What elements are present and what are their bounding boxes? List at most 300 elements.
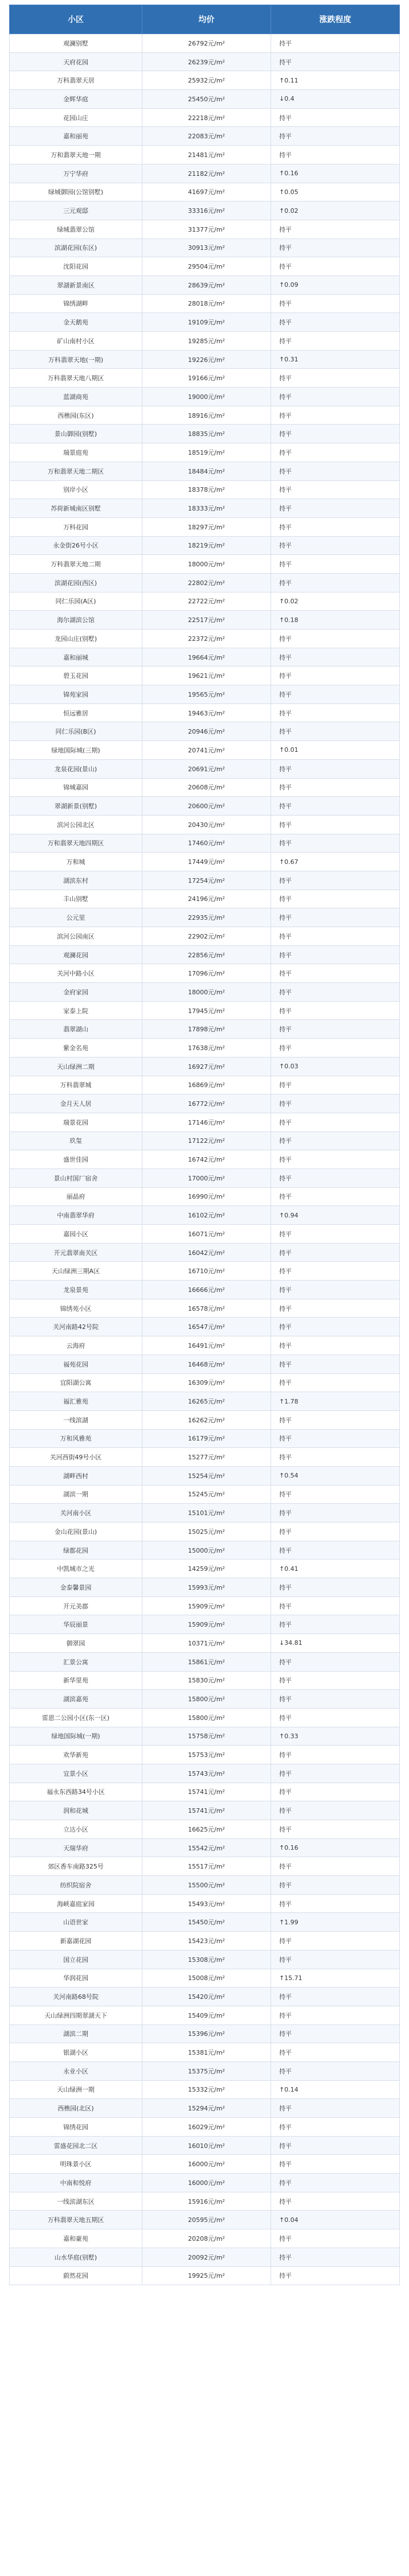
- table-row: [10, 1969, 400, 1987]
- table-row: [10, 685, 400, 704]
- community-name-cell: 福汇雅苑: [10, 1392, 142, 1411]
- avg-price-cell: 18297元/m²: [142, 517, 271, 536]
- community-name-cell: 苏荷新城南区别墅: [10, 499, 142, 518]
- avg-price-cell: 17898元/m²: [142, 1020, 271, 1039]
- table-row: [10, 983, 400, 1002]
- community-name-cell: 玖玺: [10, 1131, 142, 1150]
- avg-price-cell: 19285元/m²: [142, 332, 271, 351]
- community-name-cell: 锦绣苑小区: [10, 1299, 142, 1318]
- change-cell: 持平: [271, 238, 399, 257]
- community-name-cell: 湖滨嘉苑: [10, 1690, 142, 1709]
- change-cell: 持平: [271, 964, 399, 983]
- table-row: [10, 1708, 400, 1727]
- community-name-cell: 翡翠湖山: [10, 1020, 142, 1039]
- change-cell: 持平: [271, 462, 399, 480]
- change-cell: 持平: [271, 871, 399, 890]
- community-name-cell: 盛世佳园: [10, 1150, 142, 1169]
- table-row: [10, 2136, 400, 2155]
- community-name-cell: 国立花园: [10, 1950, 142, 1969]
- change-cell: 持平: [271, 1410, 399, 1429]
- change-cell: 持平: [271, 2266, 399, 2285]
- avg-price-cell: 15420元/m²: [142, 1987, 271, 2006]
- avg-price-cell: 16666元/m²: [142, 1281, 271, 1299]
- community-name-cell: 湖滨二期: [10, 2024, 142, 2043]
- change-cell: 持平: [271, 1950, 399, 1969]
- community-name-cell: 天府花园: [10, 52, 142, 71]
- table-row: [10, 1243, 400, 1262]
- avg-price-cell: 18484元/m²: [142, 462, 271, 480]
- community-name-cell: 万和翡翠天地一期: [10, 146, 142, 164]
- community-name-cell: 滨湖花园(东区): [10, 238, 142, 257]
- table-row: [10, 146, 400, 164]
- community-name-cell: 湖滨东村: [10, 871, 142, 890]
- change-cell: 持平: [271, 1187, 399, 1206]
- table-row: [10, 1876, 400, 1895]
- avg-price-cell: 15450元/m²: [142, 1913, 271, 1932]
- table-row: [10, 127, 400, 146]
- avg-price-cell: 15277元/m²: [142, 1448, 271, 1467]
- avg-price-cell: 18000元/m²: [142, 555, 271, 574]
- avg-price-cell: 25932元/m²: [142, 71, 271, 90]
- table-row: [10, 1318, 400, 1336]
- table-row: [10, 1113, 400, 1131]
- table-row: [10, 1783, 400, 1801]
- change-cell: 持平: [271, 1076, 399, 1094]
- change-cell: 持平: [271, 2099, 399, 2118]
- table-row: [10, 238, 400, 257]
- change-cell: 持平: [271, 1113, 399, 1131]
- avg-price-cell: 22802元/m²: [142, 573, 271, 592]
- table-row: [10, 592, 400, 611]
- avg-price-cell: 20595元/m²: [142, 2211, 271, 2229]
- community-name-cell: 恒远雅居: [10, 703, 142, 722]
- avg-price-cell: 20600元/m²: [142, 797, 271, 816]
- avg-price-cell: 33316元/m²: [142, 201, 271, 220]
- table-row: [10, 1950, 400, 1969]
- community-name-cell: 新华里苑: [10, 1671, 142, 1690]
- change-cell: 持平: [271, 1522, 399, 1541]
- community-name-cell: 同仁乐园(B区): [10, 722, 142, 741]
- community-name-cell: 同仁乐园(A区): [10, 592, 142, 611]
- avg-price-cell: 15423元/m²: [142, 1932, 271, 1950]
- table-row: [10, 629, 400, 648]
- community-name-cell: 滨河公园南区: [10, 927, 142, 946]
- avg-price-cell: 28639元/m²: [142, 275, 271, 294]
- avg-price-cell: 14259元/m²: [142, 1559, 271, 1578]
- table-row: [10, 294, 400, 313]
- table-header-row: [10, 5, 400, 34]
- change-cell: 持平: [271, 406, 399, 425]
- community-name-cell: 瑞景花园: [10, 1113, 142, 1131]
- change-cell: 持平: [271, 425, 399, 443]
- table-row: [10, 2174, 400, 2192]
- change-cell: 持平: [271, 666, 399, 685]
- community-name-cell: 景山御园(别墅): [10, 425, 142, 443]
- change-cell: 持平: [271, 146, 399, 164]
- change-cell: 持平: [271, 1764, 399, 1783]
- community-name-cell: 金山花园(景山): [10, 1522, 142, 1541]
- table-row: [10, 1225, 400, 1244]
- avg-price-cell: 15909元/m²: [142, 1615, 271, 1634]
- change-cell: 持平: [271, 52, 399, 71]
- table-row: [10, 443, 400, 462]
- community-name-cell: 金泰馨景园: [10, 1578, 142, 1597]
- community-name-cell: 万科花园: [10, 517, 142, 536]
- change-cell: 持平: [271, 722, 399, 741]
- change-cell: ↑1.99: [271, 1913, 399, 1932]
- table-row: [10, 945, 400, 964]
- community-name-cell: 万科翡翠天地五期区: [10, 2211, 142, 2229]
- community-name-cell: 万和翡翠天地二期区: [10, 462, 142, 480]
- community-name-cell: 万和城: [10, 853, 142, 871]
- change-cell: 持平: [271, 648, 399, 666]
- community-name-cell: 关河西街49号小区: [10, 1448, 142, 1467]
- community-name-cell: 万和翡翠天地四期区: [10, 834, 142, 853]
- community-name-cell: 纺织院宿舍: [10, 1876, 142, 1895]
- avg-price-cell: 15332元/m²: [142, 2080, 271, 2099]
- table-row: [10, 1485, 400, 1504]
- community-name-cell: 西樵园(北区): [10, 2099, 142, 2118]
- community-name-cell: 锦苑家园: [10, 685, 142, 704]
- avg-price-cell: 15758元/m²: [142, 1727, 271, 1746]
- avg-price-cell: 15743元/m²: [142, 1764, 271, 1783]
- table-row: [10, 1578, 400, 1597]
- community-name-cell: 御翠园: [10, 1634, 142, 1653]
- change-cell: 持平: [271, 127, 399, 146]
- table-row: [10, 517, 400, 536]
- avg-price-cell: 16265元/m²: [142, 1392, 271, 1411]
- table-row: [10, 2118, 400, 2137]
- community-name-cell: 蓝湖商苑: [10, 388, 142, 406]
- table-row: [10, 2080, 400, 2099]
- table-row: [10, 1262, 400, 1281]
- community-name-cell: 开元美郡: [10, 1596, 142, 1615]
- change-cell: 持平: [271, 517, 399, 536]
- avg-price-cell: 16491元/m²: [142, 1336, 271, 1355]
- table-row: [10, 1448, 400, 1467]
- change-cell: 持平: [271, 499, 399, 518]
- change-cell: 持平: [271, 108, 399, 127]
- table-row: [10, 164, 400, 183]
- table-row: [10, 1671, 400, 1690]
- table-row: [10, 1987, 400, 2006]
- avg-price-cell: 16071元/m²: [142, 1225, 271, 1244]
- community-name-cell: 福永东西路34号小区: [10, 1783, 142, 1801]
- price-table: [9, 5, 400, 2285]
- avg-price-cell: 16262元/m²: [142, 1410, 271, 1429]
- table-row: [10, 853, 400, 871]
- change-cell: 持平: [271, 573, 399, 592]
- avg-price-cell: 10371元/m²: [142, 1634, 271, 1653]
- change-cell: ↑1.78: [271, 1392, 399, 1411]
- table-row: [10, 2266, 400, 2285]
- community-name-cell: 万科翡翠天地(一期): [10, 350, 142, 369]
- table-row: [10, 536, 400, 555]
- community-name-cell: 别岸小区: [10, 480, 142, 499]
- community-name-cell: 开元翡翠南关区: [10, 1243, 142, 1262]
- table-row: [10, 1522, 400, 1541]
- community-name-cell: 云海府: [10, 1336, 142, 1355]
- change-cell: 持平: [271, 1578, 399, 1597]
- change-cell: 持平: [271, 1857, 399, 1876]
- change-cell: ↑0.09: [271, 275, 399, 294]
- community-name-cell: 绿都花园: [10, 1541, 142, 1559]
- avg-price-cell: 16869元/m²: [142, 1076, 271, 1094]
- avg-price-cell: 16000元/m²: [142, 2174, 271, 2192]
- avg-price-cell: 15101元/m²: [142, 1504, 271, 1522]
- change-cell: 持平: [271, 1243, 399, 1262]
- change-cell: 持平: [271, 1225, 399, 1244]
- table-row: [10, 480, 400, 499]
- table-row: [10, 1355, 400, 1373]
- change-cell: 持平: [271, 1131, 399, 1150]
- avg-price-cell: 18519元/m²: [142, 443, 271, 462]
- table-row: [10, 2211, 400, 2229]
- change-cell: 持平: [271, 2043, 399, 2062]
- avg-price-cell: 22218元/m²: [142, 108, 271, 127]
- avg-price-cell: 15008元/m²: [142, 1969, 271, 1987]
- change-cell: ↑0.03: [271, 1057, 399, 1076]
- change-cell: 持平: [271, 220, 399, 238]
- community-name-cell: 龙泉花园(景山): [10, 759, 142, 778]
- change-cell: ↑0.05: [271, 183, 399, 201]
- table-row: [10, 275, 400, 294]
- change-cell: 持平: [271, 388, 399, 406]
- avg-price-cell: 22856元/m²: [142, 945, 271, 964]
- avg-price-cell: 25450元/m²: [142, 90, 271, 109]
- change-cell: 持平: [271, 1746, 399, 1764]
- community-name-cell: 瑞景庭苑: [10, 443, 142, 462]
- avg-price-cell: 19463元/m²: [142, 703, 271, 722]
- community-name-cell: 明珠景小区: [10, 2155, 142, 2174]
- table-row: [10, 462, 400, 480]
- table-row: [10, 1894, 400, 1913]
- table-row: [10, 648, 400, 666]
- change-cell: ↓0.4: [271, 90, 399, 109]
- table-row: [10, 1131, 400, 1150]
- change-cell: 持平: [271, 332, 399, 351]
- community-name-cell: 雷恩二公园小区(东一区): [10, 1708, 142, 1727]
- table-row: [10, 1020, 400, 1039]
- table-row: [10, 388, 400, 406]
- table-row: [10, 1076, 400, 1094]
- community-name-cell: 永金街26号小区: [10, 536, 142, 555]
- table-body: [10, 34, 400, 2285]
- table-row: [10, 908, 400, 927]
- avg-price-cell: 15245元/m²: [142, 1485, 271, 1504]
- change-cell: 持平: [271, 908, 399, 927]
- community-name-cell: 三元观邸: [10, 201, 142, 220]
- community-name-cell: 锦绣湖畔: [10, 294, 142, 313]
- table-row: [10, 2061, 400, 2080]
- avg-price-cell: 16179元/m²: [142, 1429, 271, 1448]
- avg-price-cell: 17945元/m²: [142, 1001, 271, 1020]
- change-cell: 持平: [271, 1168, 399, 1187]
- change-cell: 持平: [271, 1281, 399, 1299]
- community-name-cell: 花园山庄: [10, 108, 142, 127]
- community-name-cell: 万科翡翠天居: [10, 71, 142, 90]
- change-cell: 持平: [271, 1932, 399, 1950]
- community-name-cell: 新嘉湖花园: [10, 1932, 142, 1950]
- community-name-cell: 天瑞华府: [10, 1838, 142, 1857]
- table-row: [10, 1801, 400, 1820]
- table-row: [10, 741, 400, 760]
- avg-price-cell: 16309元/m²: [142, 1373, 271, 1392]
- avg-price-cell: 17449元/m²: [142, 853, 271, 871]
- community-name-cell: 万科翡翠天地二期: [10, 555, 142, 574]
- table-row: [10, 1150, 400, 1169]
- table-row: [10, 1727, 400, 1746]
- community-name-cell: 万和风雅苑: [10, 1429, 142, 1448]
- community-name-cell: 宜景小区: [10, 1764, 142, 1783]
- community-name-cell: 中凯城市之光: [10, 1559, 142, 1578]
- change-cell: 持平: [271, 2006, 399, 2024]
- community-name-cell: 西樵园(东区): [10, 406, 142, 425]
- table-row: [10, 257, 400, 276]
- change-cell: 持平: [271, 1504, 399, 1522]
- change-cell: 持平: [271, 797, 399, 816]
- avg-price-cell: 19621元/m²: [142, 666, 271, 685]
- avg-price-cell: 16468元/m²: [142, 1355, 271, 1373]
- table-row: [10, 666, 400, 685]
- community-name-cell: 永业小区: [10, 2061, 142, 2080]
- change-cell: ↑0.33: [271, 1727, 399, 1746]
- change-cell: 持平: [271, 1020, 399, 1039]
- change-cell: 持平: [271, 2248, 399, 2266]
- avg-price-cell: 15909元/m²: [142, 1596, 271, 1615]
- table-row: [10, 1392, 400, 1411]
- avg-price-cell: 26239元/m²: [142, 52, 271, 71]
- change-cell: 持平: [271, 294, 399, 313]
- change-cell: 持平: [271, 2229, 399, 2248]
- community-name-cell: 金辉华庭: [10, 90, 142, 109]
- change-cell: 持平: [271, 1783, 399, 1801]
- avg-price-cell: 15741元/m²: [142, 1801, 271, 1820]
- avg-price-cell: 31377元/m²: [142, 220, 271, 238]
- community-name-cell: 雷盛花园北二区: [10, 2136, 142, 2155]
- table-row: [10, 1615, 400, 1634]
- community-name-cell: 观澜花园: [10, 945, 142, 964]
- change-cell: 持平: [271, 629, 399, 648]
- community-name-cell: 金月天人居: [10, 1094, 142, 1113]
- table-row: [10, 1466, 400, 1485]
- table-row: [10, 1410, 400, 1429]
- avg-price-cell: 15861元/m²: [142, 1652, 271, 1671]
- table-row: [10, 2155, 400, 2174]
- community-name-cell: 绿城御园(公馆别墅): [10, 183, 142, 201]
- change-cell: ↑0.16: [271, 164, 399, 183]
- avg-price-cell: 20741元/m²: [142, 741, 271, 760]
- table-row: [10, 1504, 400, 1522]
- avg-price-cell: 29504元/m²: [142, 257, 271, 276]
- table-row: [10, 703, 400, 722]
- avg-price-cell: 22083元/m²: [142, 127, 271, 146]
- table-row: [10, 2099, 400, 2118]
- avg-price-cell: 16625元/m²: [142, 1820, 271, 1839]
- community-name-cell: 关河南小区: [10, 1504, 142, 1522]
- community-name-cell: 嘉和丽苑: [10, 127, 142, 146]
- avg-price-cell: 16000元/m²: [142, 2155, 271, 2174]
- change-cell: 持平: [271, 1094, 399, 1113]
- avg-price-cell: 15409元/m²: [142, 2006, 271, 2024]
- table-row: [10, 1932, 400, 1950]
- avg-price-cell: 19565元/m²: [142, 685, 271, 704]
- table-row: [10, 778, 400, 797]
- change-cell: 持平: [271, 369, 399, 388]
- avg-price-cell: 16578元/m²: [142, 1299, 271, 1318]
- change-cell: 持平: [271, 1671, 399, 1690]
- community-name-cell: 关河南路42号院: [10, 1318, 142, 1336]
- table-row: [10, 52, 400, 71]
- avg-price-cell: 16029元/m²: [142, 2118, 271, 2137]
- table-row: [10, 1206, 400, 1225]
- community-name-cell: 关河南路68号院: [10, 1987, 142, 2006]
- avg-price-cell: 16710元/m²: [142, 1262, 271, 1281]
- table-row: [10, 1634, 400, 1653]
- avg-price-cell: 19166元/m²: [142, 369, 271, 388]
- community-name-cell: 中南翡翠华府: [10, 1206, 142, 1225]
- avg-price-cell: 19000元/m²: [142, 388, 271, 406]
- change-cell: ↑0.16: [271, 1838, 399, 1857]
- community-name-cell: 龙泉景苑: [10, 1281, 142, 1299]
- community-name-cell: 观澜别墅: [10, 34, 142, 53]
- avg-price-cell: 18333元/m²: [142, 499, 271, 518]
- change-cell: 持平: [271, 703, 399, 722]
- avg-price-cell: 22517元/m²: [142, 611, 271, 629]
- change-cell: 持平: [271, 685, 399, 704]
- community-name-cell: 华润花园: [10, 1969, 142, 1987]
- avg-price-cell: 41697元/m²: [142, 183, 271, 201]
- table-row: [10, 1596, 400, 1615]
- community-name-cell: 汇景公寓: [10, 1652, 142, 1671]
- table-row: [10, 573, 400, 592]
- table-row: [10, 555, 400, 574]
- table-row: [10, 108, 400, 127]
- change-cell: 持平: [271, 1596, 399, 1615]
- community-name-cell: 锦城嘉园: [10, 778, 142, 797]
- change-cell: 持平: [271, 1485, 399, 1504]
- change-cell: 持平: [271, 983, 399, 1002]
- avg-price-cell: 19925元/m²: [142, 2266, 271, 2285]
- change-cell: 持平: [271, 480, 399, 499]
- table-row: [10, 1373, 400, 1392]
- avg-price-cell: 17146元/m²: [142, 1113, 271, 1131]
- avg-price-cell: 20946元/m²: [142, 722, 271, 741]
- change-cell: 持平: [271, 890, 399, 908]
- avg-price-cell: 15493元/m²: [142, 1894, 271, 1913]
- change-cell: ↑0.01: [271, 741, 399, 760]
- table-row: [10, 1299, 400, 1318]
- avg-price-cell: 22935元/m²: [142, 908, 271, 927]
- community-name-cell: 碧玉花园: [10, 666, 142, 685]
- community-name-cell: 绿城翡翠公馆: [10, 220, 142, 238]
- community-name-cell: 天山绿洲四期翠湖天下: [10, 2006, 142, 2024]
- avg-price-cell: 17638元/m²: [142, 1039, 271, 1057]
- change-cell: ↑0.54: [271, 1466, 399, 1485]
- change-cell: 持平: [271, 1318, 399, 1336]
- change-cell: 持平: [271, 2024, 399, 2043]
- change-cell: 持平: [271, 815, 399, 834]
- avg-price-cell: 15800元/m²: [142, 1708, 271, 1727]
- community-name-cell: 万科翡翠城: [10, 1076, 142, 1094]
- community-name-cell: 湖畔西村: [10, 1466, 142, 1485]
- community-name-cell: 丰山别墅: [10, 890, 142, 908]
- community-name-cell: 宜阳湖公寓: [10, 1373, 142, 1392]
- table-row: [10, 815, 400, 834]
- community-name-cell: 万科翡翠天地八期区: [10, 369, 142, 388]
- avg-price-cell: 17460元/m²: [142, 834, 271, 853]
- community-name-cell: 绿地国际城(一期): [10, 1727, 142, 1746]
